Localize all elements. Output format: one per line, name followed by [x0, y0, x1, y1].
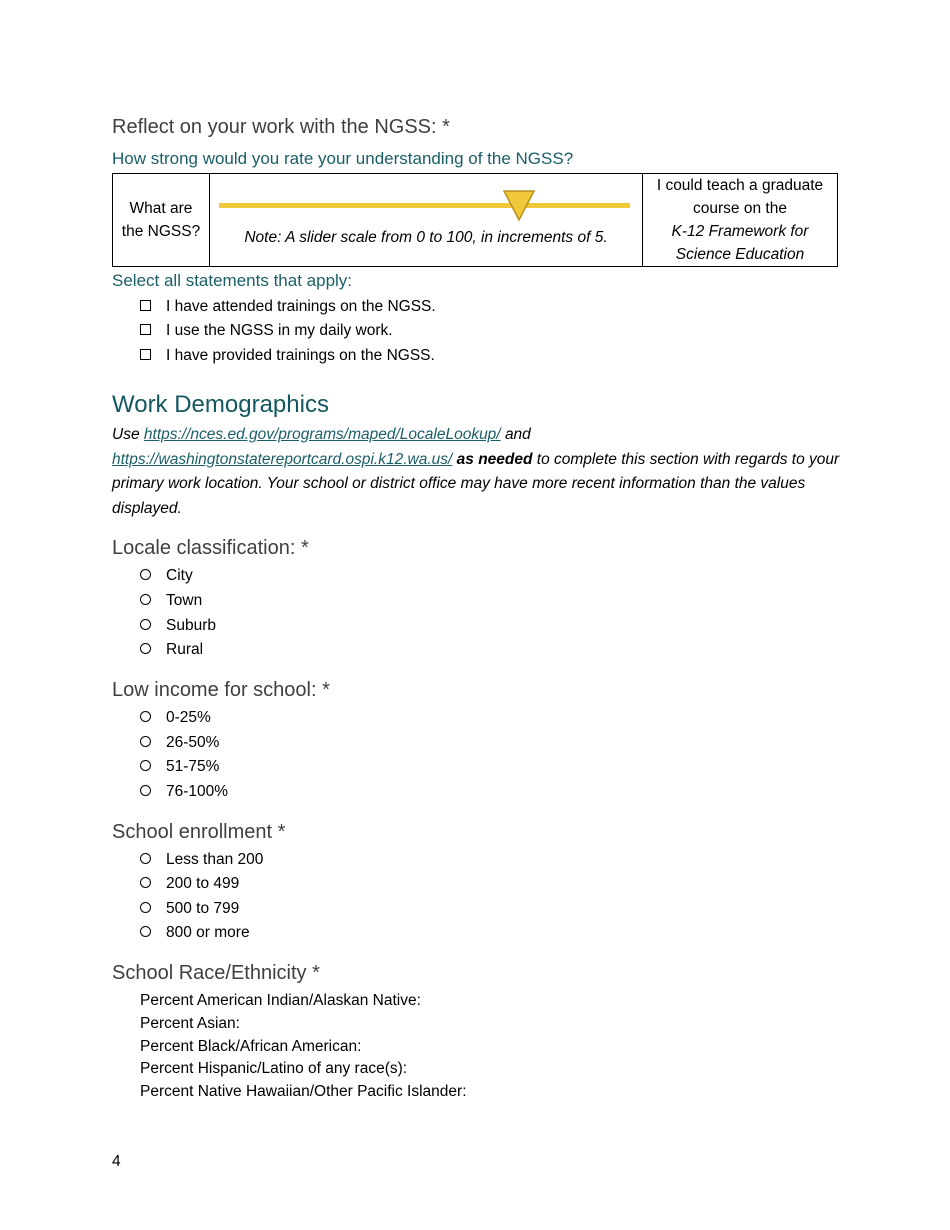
income-option[interactable]: 26-50%: [140, 731, 219, 755]
radio-icon[interactable]: [140, 926, 151, 937]
income-option[interactable]: 51-75%: [140, 755, 219, 779]
slider-min-label: What are the NGSS?: [113, 174, 210, 267]
section-title: Work Demographics: [112, 391, 329, 418]
radio-icon[interactable]: [140, 853, 151, 864]
race-field-pacific-islander[interactable]: Percent Native Hawaiian/Other Pacific Islander:: [140, 1083, 467, 1100]
race-field-hispanic[interactable]: Percent Hispanic/Latino of any race(s):: [140, 1060, 408, 1077]
enrollment-title: School enrollment *: [112, 821, 286, 843]
radio-icon[interactable]: [140, 569, 151, 580]
page-number: 4: [112, 1153, 121, 1170]
checkbox-icon[interactable]: [140, 300, 151, 311]
statement-checkbox[interactable]: I have attended trainings on the NGSS.: [140, 295, 436, 319]
locale-option[interactable]: Town: [140, 589, 202, 613]
ngss-slider[interactable]: [210, 174, 643, 267]
radio-icon[interactable]: [140, 736, 151, 747]
enrollment-option[interactable]: 800 or more: [140, 921, 250, 945]
enrollment-option[interactable]: Less than 200: [140, 848, 263, 872]
radio-icon[interactable]: [140, 643, 151, 654]
slider-track[interactable]: [219, 203, 630, 208]
race-field-black[interactable]: Percent Black/African American:: [140, 1038, 362, 1055]
select-prompt: Select all statements that apply:: [112, 271, 353, 290]
slider-thumb[interactable]: [503, 190, 535, 222]
enrollment-option[interactable]: 200 to 499: [140, 872, 239, 896]
radio-icon[interactable]: [140, 711, 151, 722]
locale-option[interactable]: Suburb: [140, 614, 216, 638]
report-card-link[interactable]: https://washingtonstatereportcard.ospi.k12.wa.us/: [112, 450, 453, 468]
ngss-title: Reflect on your work with the NGSS: *: [112, 116, 450, 138]
income-option[interactable]: 76-100%: [140, 780, 228, 804]
race-title: School Race/Ethnicity *: [112, 962, 320, 984]
income-option[interactable]: 0-25%: [140, 706, 211, 730]
radio-icon[interactable]: [140, 619, 151, 630]
radio-icon[interactable]: [140, 594, 151, 605]
slider-max-label: I could teach a graduate course on the K-12 Framework for Science Education: [643, 174, 838, 267]
radio-icon[interactable]: [140, 877, 151, 888]
statement-checkbox[interactable]: I have provided trainings on the NGSS.: [140, 344, 435, 368]
locale-lookup-link[interactable]: https://nces.ed.gov/programs/maped/LocaleLookup/: [143, 426, 501, 443]
income-title: Low income for school: *: [112, 679, 330, 701]
locale-option[interactable]: City: [140, 564, 193, 588]
radio-icon[interactable]: [140, 902, 151, 913]
radio-icon[interactable]: [140, 760, 151, 771]
ngss-question: How strong would you rate your understanding of the NGSS?: [112, 149, 574, 168]
section-intro: Use https://nces.ed.gov/programs/maped/LocaleLookup/ and https://washingtonstatereportcard.ospi.k12.wa.us/ as needed to complete this section with regards to your primary work location. Your school or district office may have more recent information than the values displayed.: [112, 426, 840, 517]
enrollment-option[interactable]: 500 to 799: [140, 897, 239, 921]
locale-option[interactable]: Rural: [140, 638, 203, 662]
statement-checkbox[interactable]: I use the NGSS in my daily work.: [140, 319, 393, 343]
race-field-asian[interactable]: Percent Asian:: [140, 1015, 240, 1032]
checkbox-icon[interactable]: [140, 349, 151, 360]
checkbox-icon[interactable]: [140, 324, 151, 335]
ngss-slider-table: [112, 173, 838, 267]
race-field-american-indian[interactable]: Percent American Indian/Alaskan Native:: [140, 992, 421, 1009]
slider-note: Note: A slider scale from 0 to 100, in increments of 5.: [244, 229, 608, 246]
radio-icon[interactable]: [140, 785, 151, 796]
locale-title: Locale classification: *: [112, 537, 309, 559]
